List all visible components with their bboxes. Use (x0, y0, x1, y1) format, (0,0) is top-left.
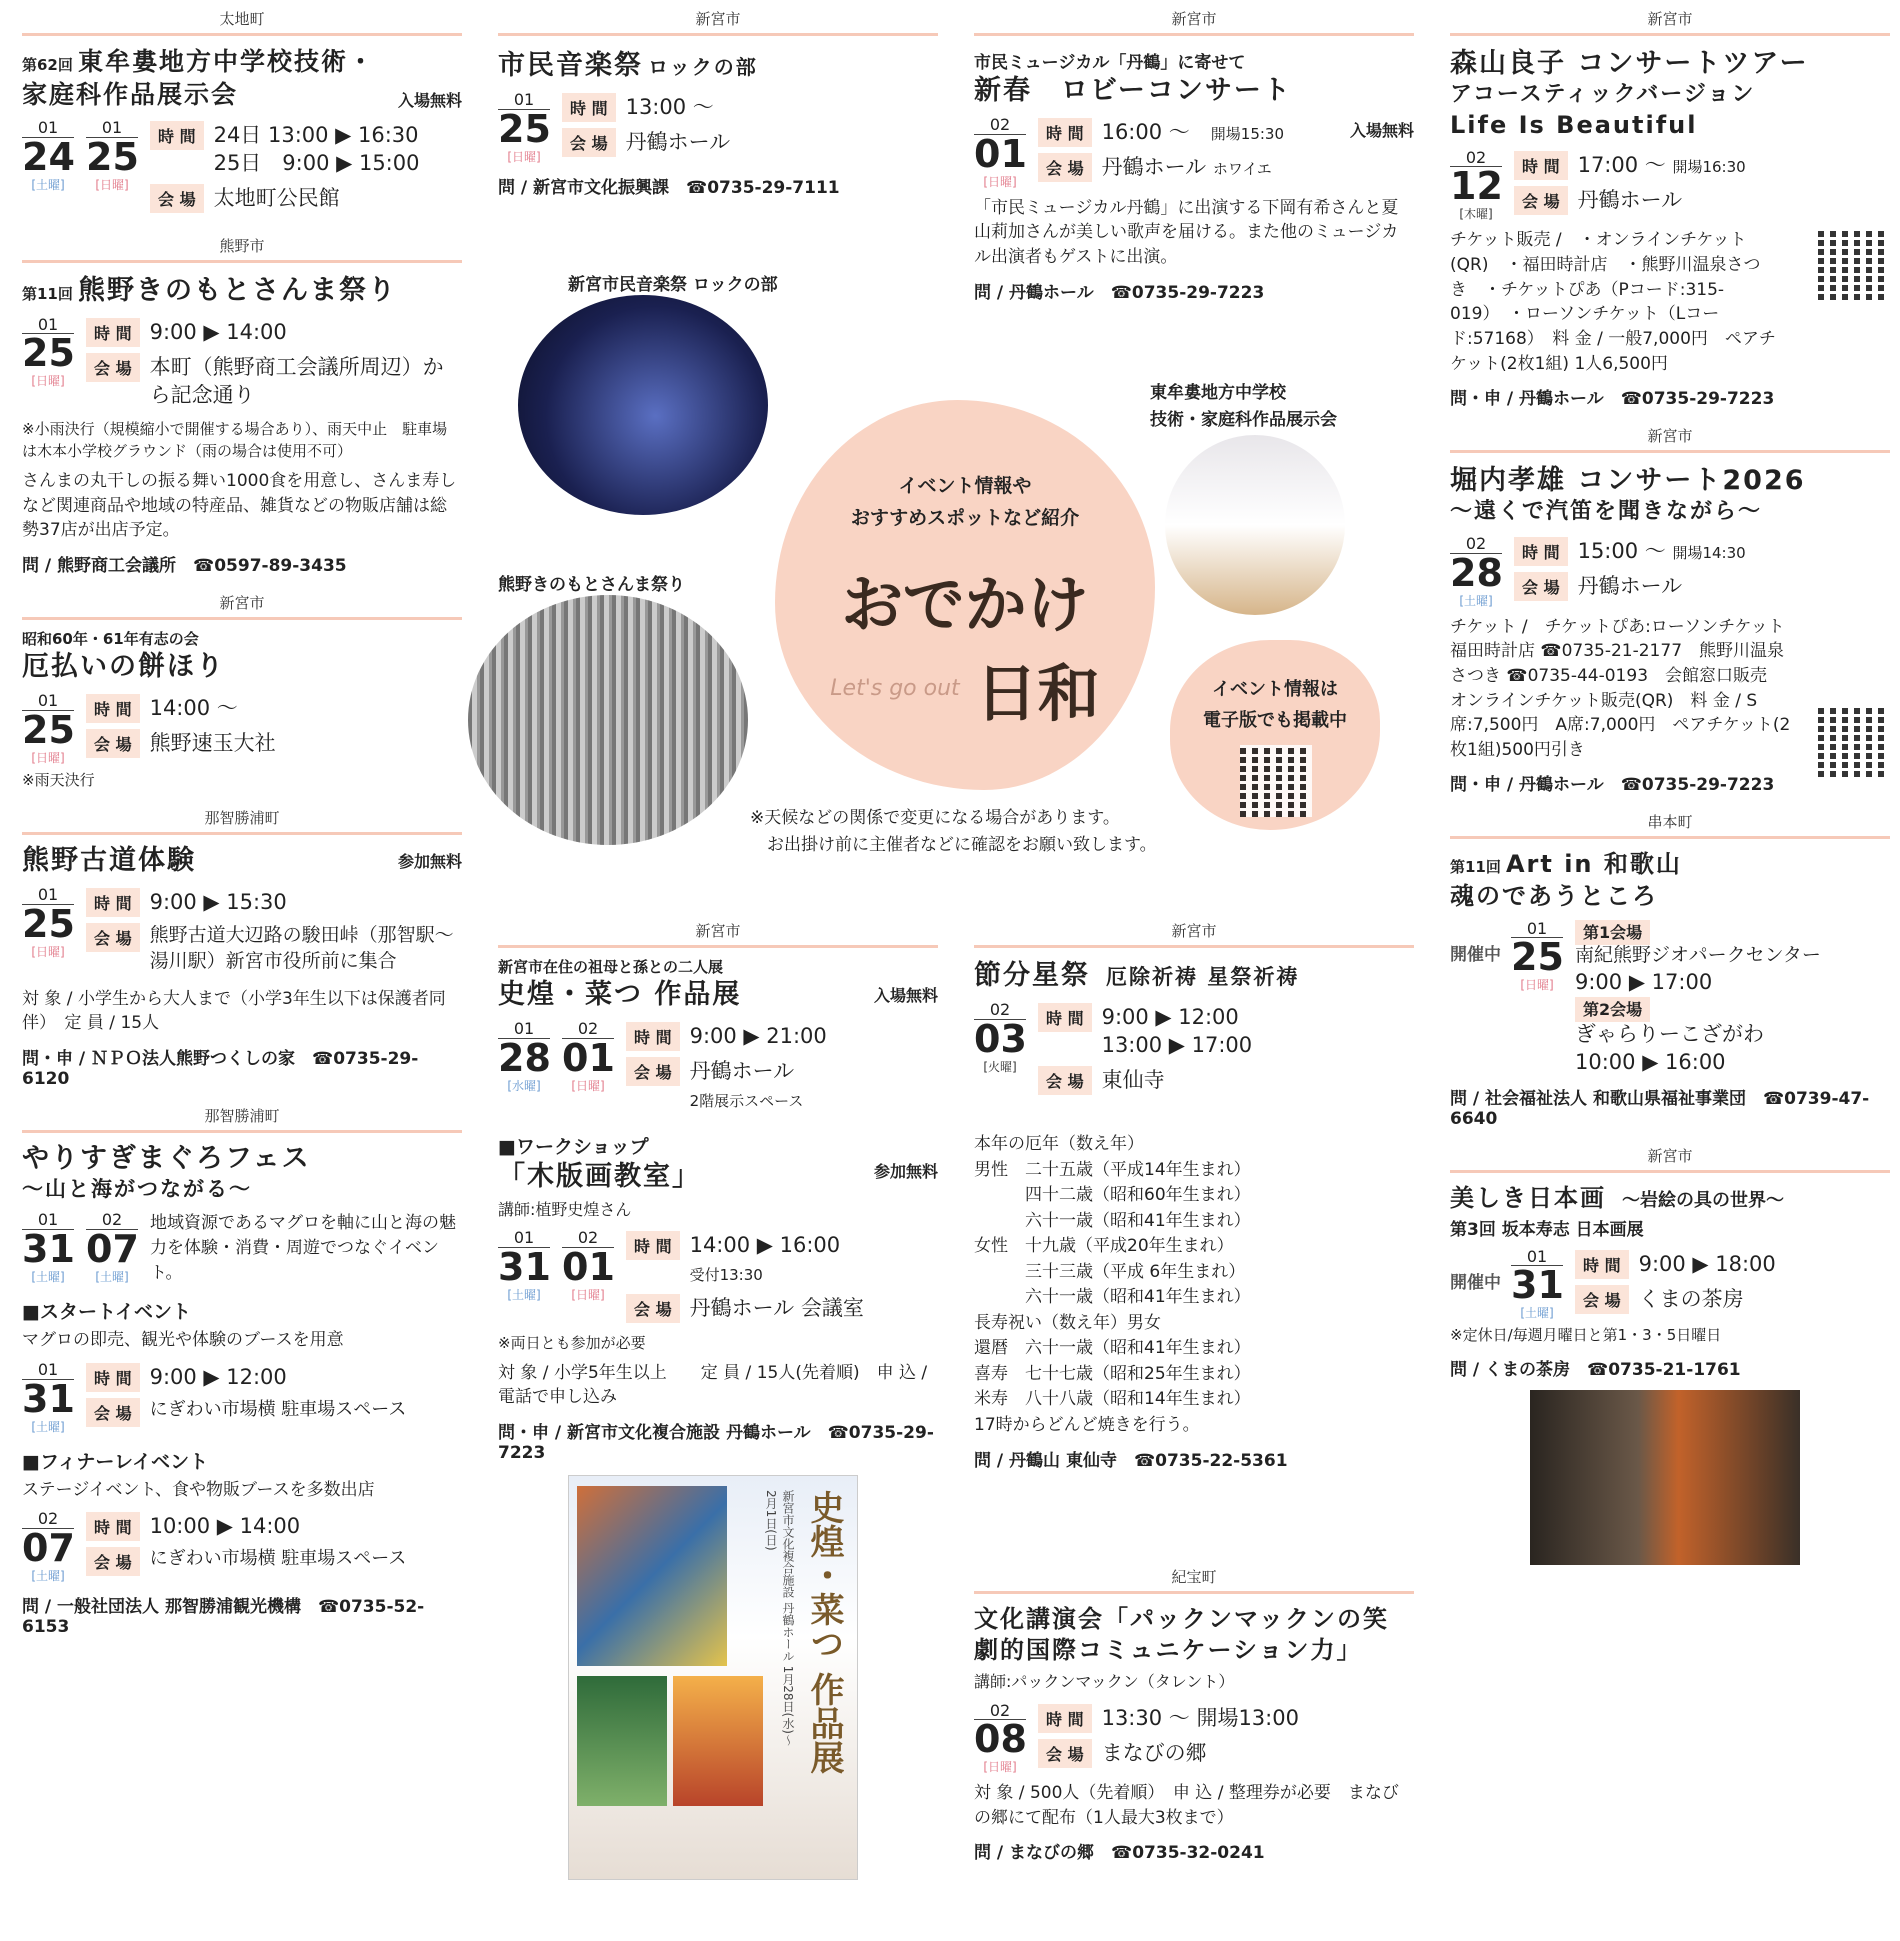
date: 01 25 [日曜] (22, 314, 75, 389)
place-value: 熊野古道大辺路の駿田峠（那智駅〜湯川駅）新宮市役所前に集合 (149, 924, 454, 973)
event-note: ※小雨決行（規模縮小で開催する場合あり）、雨天中止 駐車場は木本小学校グラウンド（雨の場合は使用不可） (22, 420, 448, 461)
time-value: 9:00 ▶ 12:00 (149, 1364, 287, 1389)
time-value: 15:00 〜 開場14:30 (1577, 539, 1746, 563)
time-value: 9:00 ▶ 12:00 13:00 ▶ 17:00 (1101, 1005, 1253, 1058)
event-note: ※定休日/毎週月曜日と第1・3・5日曜日 (1450, 1326, 1722, 1345)
event-title: 節分星祭 (974, 960, 1090, 991)
event-setsubun (974, 912, 1414, 1471)
event-mochihori (22, 584, 462, 791)
date: 01 25 [日曜] (1511, 918, 1564, 993)
area-tab: 新宮市 (1450, 0, 1890, 33)
event-contact: 問 / 熊野商工会議所 ☎0597-89-3435 (22, 555, 347, 576)
event-contact: 問・申 / 新宮市文化複合施設 丹鶴ホール ☎0735-29-7223 (498, 1422, 934, 1463)
area-tab: 新宮市 (1450, 1137, 1890, 1170)
event-art-wakayama (1450, 803, 1890, 1129)
event-title: 厄払いの餅ほり (22, 650, 225, 682)
place-label: 会 場 (86, 1398, 140, 1427)
place-label: 会 場 (1038, 153, 1092, 182)
event-contact: 問 / 新宮市文化振興課 ☎0735-29-7111 (498, 177, 840, 198)
event-body: 対 象 / 小学生から大人まで（小学3年生以下は保護者同伴） 定 員 / 15人 (22, 988, 446, 1034)
time-value: 9:00 ▶ 15:30 (149, 890, 287, 915)
column-2 (498, 0, 938, 1941)
section-heading: ■スタートイベント (22, 1301, 192, 1324)
place-label: 会 場 (626, 1294, 680, 1323)
event-subtitle2: Life Is Beautiful (1450, 110, 1698, 139)
time-label: 時 間 (1038, 1704, 1092, 1733)
web-info-blob: イベント情報は 電子版でも掲載中 (1170, 640, 1380, 830)
event-contact: 問 / 丹鶴山 東仙寺 ☎0735-22-5361 (974, 1451, 1288, 1472)
area-tab: 新宮市 (974, 912, 1414, 945)
event-sub: 第3回 坂本寿志 日本画展 (1450, 1219, 1644, 1240)
area-tab: 新宮市 (498, 0, 938, 33)
craft-photo (1165, 435, 1345, 615)
event-contact: 問・申 / ＮＰＯ法人熊野つくしの家 ☎0735-29-6120 (22, 1048, 419, 1089)
event-exhibit (498, 912, 938, 1880)
event-sub: 第11回 (22, 284, 73, 303)
time-label: 時 間 (1514, 537, 1568, 566)
area-tab: 那智勝浦町 (22, 799, 462, 832)
place-value: 丹鶴ホール 会議室 (689, 1295, 864, 1320)
event-title: 森山良子 コンサートツアー (1450, 48, 1809, 79)
event-subtitle: 魂のであうところ (1450, 881, 1658, 910)
place-value: 本町（熊野商工会議所周辺）から記念通り (149, 354, 444, 408)
date: 02 01 [日曜] (974, 115, 1027, 189)
event-title: 市民音楽祭 (498, 50, 643, 81)
event-maguro (22, 1097, 462, 1637)
qr-code[interactable] (1818, 228, 1890, 300)
time-label: 時 間 (86, 318, 140, 347)
promo-line1: イベント情報や (898, 475, 1032, 497)
event-body: 「市民ミュージカル丹鶴」に出演する下岡有希さんと夏山莉加さんが美しい歌声を届ける。また他のミュージカル出演者もゲストに出演。 (974, 197, 1399, 267)
date-start: 01 28 [水曜] (498, 1019, 551, 1093)
time-label: 時 間 (626, 1022, 680, 1051)
event-contact: 問 / まなびの郷 ☎0735-32-0241 (974, 1843, 1265, 1864)
event-body: 地域資源であるマグロを軸に山と海の魅力を体験・消費・周遊でつなぐイベント。 (150, 1213, 456, 1283)
event-title: 熊野古道体験 (22, 845, 196, 877)
event-title: やりすぎまぐろフェス (22, 1142, 311, 1174)
date: 02 12 [木曜] (1450, 147, 1503, 222)
place-label: 会 場 (626, 1057, 680, 1086)
event-contact: 問 / 丹鶴ホール ☎0735-29-7223 (974, 282, 1265, 303)
open-badge: 開催中 (1450, 1272, 1501, 1293)
event-taiji (22, 0, 462, 219)
event-contact: 問 / 一般社団法人 那智勝浦観光機構 ☎0735-52-6153 (22, 1596, 425, 1637)
venue2-place: ぎゃらりーこざがわ (1575, 1021, 1764, 1046)
venue1-place: 南紀熊野ジオパークセンター (1575, 943, 1821, 966)
time-value: 16:00 〜 開場15:30 (1101, 120, 1285, 145)
place-value: くまの茶房 (1638, 1286, 1744, 1311)
date-end: 02 01 [日曜] (562, 1228, 615, 1302)
event-contact: 問・申 / 丹鶴ホール ☎0735-29-7223 (1450, 389, 1775, 410)
place-value: 丹鶴ホール (1577, 187, 1683, 212)
date: 01 25 [日曜] (22, 885, 75, 960)
time-value: 17:00 〜 開場16:30 (1577, 152, 1746, 177)
place-value: 丹鶴ホール (625, 130, 731, 155)
place-label: 会 場 (1514, 572, 1568, 601)
event-sub: 新宮市在住の祖母と孫との二人展 (498, 958, 724, 976)
event-contact: 問・申 / 丹鶴ホール ☎0735-29-7223 (1450, 775, 1775, 796)
place-label: 会 場 (1575, 1285, 1629, 1314)
date: 01 25 [日曜] (22, 690, 75, 765)
area-tab: 熊野市 (22, 227, 462, 260)
event-title: Art in 和歌山 (1505, 850, 1682, 879)
place-label: 会 場 (1038, 1066, 1092, 1095)
area-tab: 新宮市 (498, 912, 938, 945)
time-label: 時 間 (1038, 118, 1092, 147)
place-label: 会 場 (1514, 186, 1568, 215)
area-tab: 太地町 (22, 0, 462, 33)
photo-caption: 新宮市民音楽祭 ロックの部 (568, 275, 778, 295)
time-label: 時 間 (626, 1231, 680, 1260)
poster-title: 史煌・菜つ 作品展 (804, 1489, 844, 1774)
venue1-label: 第1会場 (1575, 920, 1650, 945)
date-start: 01 31 [土曜] (22, 1210, 75, 1284)
venue2-time: 10:00 ▶ 16:00 (1575, 1050, 1726, 1075)
place-label: 会 場 (86, 729, 140, 758)
time-label: 時 間 (86, 1512, 140, 1541)
lecturer: 講師:植野史煌さん (498, 1199, 632, 1219)
promo-blob (775, 400, 1155, 790)
time-label: 時 間 (86, 888, 140, 917)
date: 01 25 [日曜] (498, 90, 551, 164)
place-value: 丹鶴ホール (1577, 574, 1683, 598)
place-value: 丹鶴ホール ホワイエ (1101, 155, 1272, 180)
event-body: 対 象 / 小学5年生以上 定 員 / 15人(先着順) 申 込 / 電話で申し込み (498, 1362, 928, 1408)
event-note: ※雨天決行 (22, 770, 95, 789)
place-label: 会 場 (150, 184, 204, 213)
column-4 (1450, 0, 1890, 1573)
area-tab: 紀宝町 (974, 1558, 1414, 1591)
place-label: 会 場 (1038, 1739, 1092, 1768)
place-value: 東仙寺 (1101, 1067, 1165, 1092)
event-sub: 第11回 (1450, 858, 1501, 877)
qr-code[interactable] (1240, 745, 1312, 817)
section-heading: ■フィナーレイベント (22, 1450, 209, 1473)
event-sub: 昭和60年・61年有志の会 (22, 629, 199, 648)
promo-line2: おすすめスポットなど紹介 (850, 507, 1080, 530)
logo-english: Let's go out (830, 675, 960, 701)
event-title: 熊野きのもとさんま祭り (77, 274, 397, 306)
poster-text: 新宮市文化複合施設 丹鶴ホール 1月28日(水)〜2月1日(日) (764, 1489, 795, 1746)
event-title: 文化講演会「パックンマックンの笑劇的国際コミュニケーション力」 (974, 1605, 1390, 1665)
event-music-fes (498, 0, 938, 198)
area-tab: 新宮市 (1450, 417, 1890, 450)
date: 02 03 [火曜] (974, 1000, 1027, 1074)
place-label: 会 場 (86, 1547, 140, 1576)
time-label: 時 間 (1514, 151, 1568, 180)
time-value: 10:00 ▶ 14:00 (149, 1514, 301, 1539)
free-badge: 入場無料 (1349, 121, 1414, 141)
free-badge: 入場無料 (397, 91, 462, 110)
event-title-sub: 〜岩絵の具の世界〜 (1622, 1190, 1785, 1212)
event-sub: 市民ミュージカル「丹鶴」に寄せて (974, 53, 1246, 73)
date: 02 07 [土曜] (22, 1509, 75, 1583)
event-kumano-sanma (22, 227, 462, 576)
date: 01 31 [土曜] (22, 1359, 75, 1434)
event-title-sub: 厄除祈祷 星祭祈祷 (1106, 965, 1300, 989)
event-body: さんまの丸干しの振る舞い1000食を用意し、さんま寿しなど関連商品や地域の特産品、雑貨などの物販店舗は総勢37店が出店予定。 (22, 470, 457, 541)
place-value: 太地町公民館 (213, 185, 340, 210)
date: 02 08 [日曜] (974, 1700, 1027, 1775)
time-label: 時 間 (86, 694, 140, 723)
free-badge: 参加無料 (873, 1161, 938, 1181)
date-end: 02 01 [日曜] (562, 1019, 615, 1093)
place-label: 会 場 (562, 128, 616, 157)
event-title: 美しき日本画 (1450, 1184, 1606, 1213)
caution-text: ※天候などの関係で変更になる場合があります。 お出掛け前に主催者などに確認をお願い致します。 (750, 808, 1157, 856)
date: 01 31 [土曜] (1511, 1246, 1564, 1321)
time-label: 時 間 (562, 93, 616, 122)
photo-caption: 熊野きのもとさんま祭り (498, 575, 685, 595)
event-title-sub: ロックの部 (648, 55, 758, 79)
event-lobby-concert (974, 0, 1414, 303)
time-label: 時 間 (150, 121, 204, 150)
exhibit-poster (568, 1475, 858, 1880)
column-1 (22, 0, 462, 1645)
event-sub: 第62回 (22, 56, 73, 74)
logo-biyori: 日和 (975, 656, 1100, 730)
event-nihonga (1450, 1137, 1890, 1565)
time-value: 14:00 ▶ 16:00 受付13:30 (689, 1233, 841, 1285)
lecturer: 講師:パックンマックン（タレント） (974, 1672, 1235, 1692)
open-badge: 開催中 (1450, 944, 1501, 965)
event-title: 東牟婁地方中学校技術・家庭科作品展示会 (22, 47, 375, 109)
time-value: 14:00 〜 (149, 695, 238, 720)
event-horiuchi (1450, 417, 1890, 795)
workshop-heading: ■ワークショップ (498, 1135, 649, 1158)
area-tab: 新宮市 (22, 584, 462, 617)
concert-photo (518, 295, 768, 515)
logo-odekake: おでかけ (841, 567, 1089, 641)
venue2-label: 第2会場 (1575, 997, 1650, 1022)
venue1-time: 9:00 ▶ 17:00 (1575, 970, 1713, 995)
area-tab: 那智勝浦町 (22, 1097, 462, 1130)
place-label: 会 場 (86, 353, 140, 382)
sanma-photo (468, 595, 748, 845)
date-end: 02 07 [土曜] (86, 1210, 139, 1284)
event-kodo (22, 799, 462, 1089)
area-tab: 串本町 (1450, 803, 1890, 836)
time-value: 9:00 ▶ 21:00 (689, 1024, 827, 1049)
event-contact: 問 / くまの茶房 ☎0735-21-1761 (1450, 1360, 1741, 1381)
place-label: 会 場 (86, 923, 140, 952)
time-label: 時 間 (86, 1363, 140, 1392)
event-body: 対 象 / 500人（先着順） 申 込 / 整理券が必要 まなびの郷にて配布（1人最大3枚まで） (974, 1783, 1399, 1828)
workshop-title: 「木版画教室」 (498, 1160, 701, 1192)
date: 02 28 [土曜] (1450, 534, 1503, 608)
event-title: 新春 ロビーコンサート (974, 75, 1292, 106)
event-subtitle: 〜山と海がつながる〜 (22, 1177, 252, 1202)
section-body: ステージイベント、食や物販ブースを多数出店 (22, 1479, 375, 1500)
event-note: ※両日とも参加が必要 (498, 1333, 646, 1352)
event-subtitle: アコースティックバージョン (1450, 82, 1756, 108)
time-value: 9:00 ▶ 18:00 (1638, 1251, 1776, 1276)
date-end: 01 25 [日曜] (86, 118, 139, 192)
time-label: 時 間 (1575, 1250, 1629, 1279)
time-label: 時 間 (1038, 1003, 1092, 1032)
place-value: にぎわい市場横 駐車場スペース (149, 1548, 407, 1570)
event-title: 史煌・菜つ 作品展 (498, 979, 742, 1010)
event-lecture (974, 1558, 1414, 1863)
qr-code[interactable] (1818, 705, 1890, 777)
time-value: 13:00 〜 (625, 95, 714, 120)
event-subtitle: 〜遠くで汽笛を聞きながら〜 (1450, 499, 1763, 525)
free-badge: 入場無料 (873, 986, 938, 1006)
event-body: チケット販売 / ・オンラインチケット(QR) ・福田時計店 ・熊野川温泉さつき ・チケットぴあ（Pコード:315-019） ・ローソンチケット（Lコード:57168） 料 金 / 一般7,000円 ペアチケット(2枚1組) 1人6,500円 (1450, 230, 1776, 374)
event-moriyama (1450, 0, 1890, 409)
yakudoshi-list: 本年の厄年（数え年） 男性 二十五歳（平成14年生まれ） 四十二歳（昭和60年生まれ） 六十一歳（昭和41年生まれ） 女性 十九歳（平成20年生まれ） 三十三歳（平成 6年生まれ） 六十一歳（昭和41年生まれ） 長寿祝い（数え年）男女 還暦 六十一歳（昭和41年生まれ） 喜寿 七十七歳（昭和25年生まれ） 米寿 八十八歳（昭和14年生まれ） 17時からどんど焼きを行う。 (974, 1134, 1251, 1435)
time-value: 24日 13:00 ▶ 16:30 25日 9:00 ▶ 15:00 (213, 123, 420, 176)
date-start: 01 31 [土曜] (498, 1228, 551, 1302)
photo-caption: 東牟婁地方中学校 技術・家庭科作品展示会 (1150, 383, 1337, 431)
area-tab: 新宮市 (974, 0, 1414, 33)
time-value: 9:00 ▶ 14:00 (149, 319, 287, 344)
date-start: 01 24 [土曜] (22, 118, 75, 192)
place-value: 丹鶴ホール 2階展示スペース (689, 1059, 804, 1111)
section-body: マグロの即売、観光や体験のブースを用意 (22, 1330, 344, 1351)
cafe-photo (1530, 1390, 1800, 1565)
place-value: 熊野速玉大社 (149, 730, 276, 755)
place-value: まなびの郷 (1101, 1740, 1207, 1765)
event-contact: 問 / 社会福祉法人 和歌山県福祉事業団 ☎0739-47-6640 (1450, 1089, 1870, 1130)
event-title: 堀内孝雄 コンサート2026 (1450, 465, 1806, 497)
time-value: 13:30 〜 開場13:00 (1101, 1705, 1299, 1730)
free-badge: 参加無料 (397, 852, 462, 872)
event-body: チケット / チケットぴあ:ローソンチケット 福田時計店 ☎0735-21-2177 熊野川温泉さつき ☎0735-44-0193 会館窓口販売 オンラインチケット販売(QR) 料 金 / S席:7,500円 A席:7,000円 ペアチケット(2枚1組)500円引き (1450, 616, 1802, 760)
place-value: にぎわい市場横 駐車場スペース (149, 1398, 407, 1420)
